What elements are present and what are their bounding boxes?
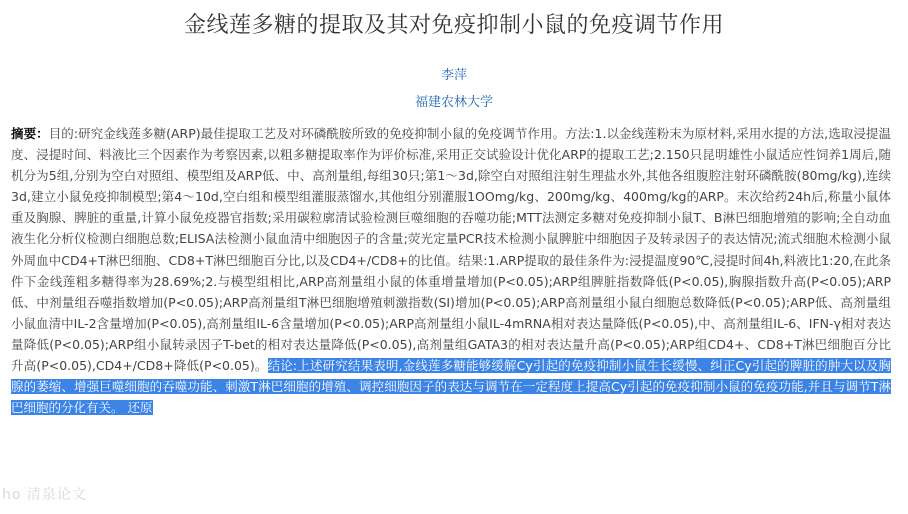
abstract-conclusion-selected: 结论:上述研究结果表明,金线莲多糖能够缓解Cy引起的免疫抑制小鼠生长缓慢、纠正Cy引起的脾脏的肿大以及胸腺的萎缩、增强巨噬细胞的吞噬功能、刺激T淋巴细胞的增殖、调控细胞因子的表达与调节在一定程度上提高Cy引起的免疫抑制小鼠的免疫功能,并且与调节T淋巴细胞的分化有关。 <box>11 358 891 416</box>
abstract-block <box>11 123 891 418</box>
affiliation-link[interactable]: 福建农林大学 <box>414 95 493 110</box>
abstract-label: 摘要： <box>11 126 49 141</box>
abstract-body: 目的:研究金线莲多糖(ARP)最佳提取工艺及对环磷酰胺所致的免疫抑制小鼠的免疫调节作用。方法:1.以金线莲粉末为原材料,采用水提的方法,选取浸提温度、浸提时间、料液比三个因素作为考察因素,以粗多糖提取率作为评价标准,采用正交试验设计优化ARP的提取工艺;2.150只昆明雄性小鼠适应性饲养1周后,随机分为5组,分别为空白对照组、模型组及ARP低、中、高剂量组,每组30只;第1～3d,除空白对照组注射生理盐水外,其他各组腹腔注射环磷酰胺(80mg/kg),连续3d,建立小鼠免疫抑制模型;第4～10d,空白组和模型组灌服蒸馏水,其他组分别灌服1OOmg/kg、200mg/kg、400mg/kg的ARP。末次给药24h后,称量小鼠体重及胸腺、脾脏的重量,计算小鼠免疫器官指数;采用碳粒廓清试验检测巨噬细胞的吞噬功能;MTT法测定多糖对免疫抑制小鼠T、B淋巴细胞增殖的影响;全自动血液生化分析仪检测白细胞总数;ELISA法检测小鼠血清中细胞因子的含量;荧光定量PCR技术检测小鼠脾脏中细胞因子及转录因子的表达情况;流式细胞术检测小鼠外周血中CD4+T淋巴细胞、CD8+T淋巴细胞百分比,以及CD4+/CD8+的比值。结果:1.ARP提取的最佳条件为:浸提温度90℃,浸提时间4h,料液比1:20,在此条件下金线莲粗多糖得率为28.69%;2.与模型组相比,ARP高剂量组小鼠的体重增量增加(P<0.05);ARP组脾脏指数降低(P<0.05),胸腺指数升高(P<0.05);ARP低、中剂量组吞噬指数增加(P<0.05);ARP高剂量组T淋巴细胞增殖刺激指数(SI)增加(P<0.05);ARP高剂量组小鼠白细胞总数降低(P<0.05);ARP低、高剂量组小鼠血清中IL-2含量增加(P<0.05),高剂量组IL-6含量增加(P<0.05);ARP高剂量组小鼠IL-4mRNA相对表达量降低(P<0.05),中、高剂量组IL-6、IFN-γ相对表达量降低(P<0.05);ARP组小鼠转录因子T-bet的相对表达量降低(P<0.05),高剂量组GATA3的相对表达量升高(P<0.05);ARP组CD4+、CD8+T淋巴细胞百分比升高(P<0.05),CD4+/CD8+降低(P<0.05)。 <box>11 126 891 374</box>
author-link[interactable]: 李萍 <box>440 68 467 83</box>
restore-link[interactable]: 还原 <box>127 400 153 416</box>
paper-title: 金线莲多糖的提取及其对免疫抑制小鼠的免疫调节作用 <box>183 13 724 38</box>
watermark: ho 清泉论文 <box>2 487 87 503</box>
